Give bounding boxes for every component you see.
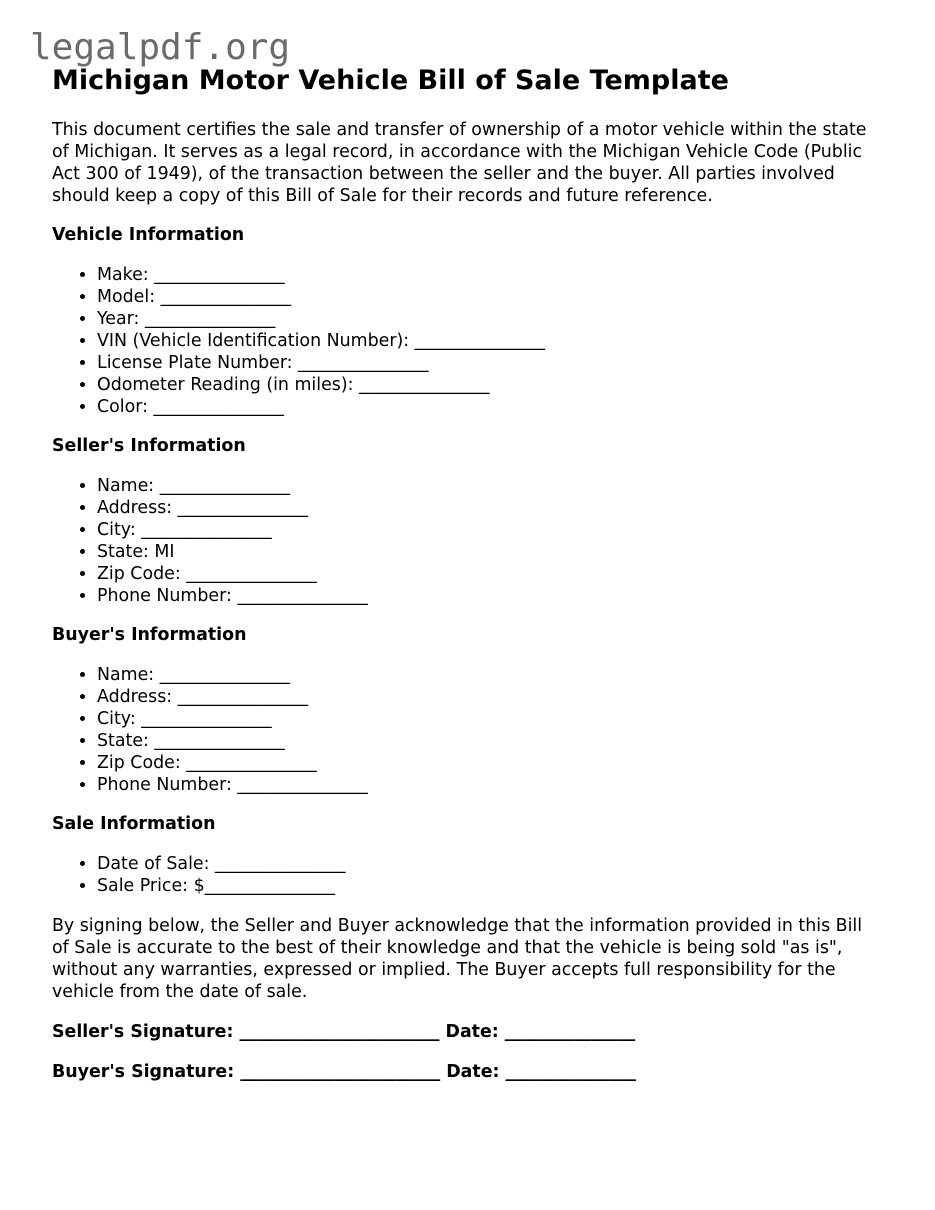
list-item: • Color: _______________ [97,396,882,418]
list-item: • State: MI [97,541,882,563]
list-item: • State: _______________ [97,730,882,752]
watermark: legalpdf.org [30,27,291,68]
list-item: • Year: _______________ [97,308,882,330]
buyer-heading: Buyer's Information [52,625,247,645]
sale-list [52,853,882,897]
buyer-list [52,664,882,796]
list-item: • Make: _______________ [97,264,882,286]
list-item: • Phone Number: _______________ [97,585,882,607]
list-item: • Address: _______________ [97,686,882,708]
vehicle-list [52,264,882,418]
list-item: • Name: _______________ [97,664,882,686]
list-item: • City: _______________ [97,519,882,541]
seller-heading: Seller's Information [52,436,246,456]
list-item: • Zip Code: _______________ [97,752,882,774]
list-item: • Date of Sale: _______________ [97,853,882,875]
sale-heading: Sale Information [52,814,216,834]
seller-signature-line: Seller's Signature: _______________________ Date: _______________ [52,1022,636,1042]
list-item: • Odometer Reading (in miles): _______________ [97,374,882,396]
list-item: • Zip Code: _______________ [97,563,882,585]
intro-paragraph: This document certifies the sale and transfer of ownership of a motor vehicle within the state of Michigan. It serves as a legal record, in accordance with the Michigan Vehicle Code (Public Act 300 of 1949), of the transaction between the seller and the buyer. All parties involved should keep a copy of this Bill of Sale for their records and future reference. [52,120,867,206]
closing-paragraph: By signing below, the Seller and Buyer acknowledge that the information provided in this Bill of Sale is accurate to the best of their knowledge and that the vehicle is being sold "as is", without any warranties, expressed or implied. The Buyer accepts full responsibility for the vehicle from the date of sale. [52,916,863,1002]
list-item: • City: _______________ [97,708,882,730]
list-item: • Phone Number: _______________ [97,774,882,796]
document-body [52,64,882,1083]
list-item: • Name: _______________ [97,475,882,497]
list-item: • License Plate Number: _______________ [97,352,882,374]
page-title: Michigan Motor Vehicle Bill of Sale Template [52,65,729,96]
list-item: • Model: _______________ [97,286,882,308]
seller-list [52,475,882,607]
list-item: • Address: _______________ [97,497,882,519]
buyer-signature-line: Buyer's Signature: _______________________ Date: _______________ [52,1062,636,1082]
list-item: • VIN (Vehicle Identification Number): _______________ [97,330,882,352]
vehicle-heading: Vehicle Information [52,225,245,245]
list-item: • Sale Price: $_______________ [97,875,882,897]
